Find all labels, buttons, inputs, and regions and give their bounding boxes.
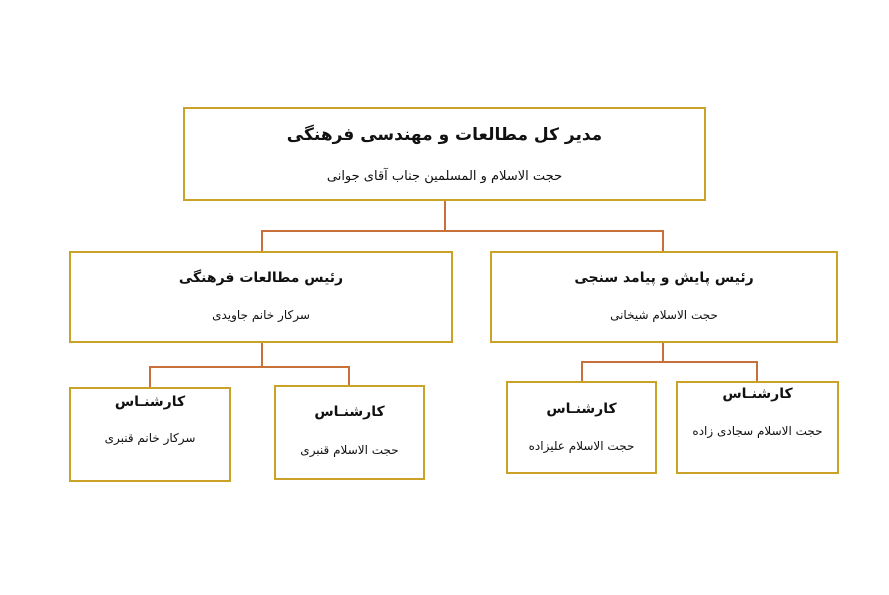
leaf-left-right-title: کارشنـاس	[314, 404, 385, 420]
left-head-node	[69, 251, 453, 343]
leaf-left-left	[69, 387, 231, 482]
leaf-right-right-subtitle: حجت الاسلام سجادی زاده	[692, 424, 823, 438]
root-title: مدیر کل مطالعات و مهندسی فرهنگی	[286, 125, 603, 145]
root-subtitle: حجت الاسلام و المسلمین جناب آقای جوانی	[326, 169, 563, 184]
leaf-left-left-title: کارشنـاس	[114, 394, 186, 410]
connector-root	[262, 200, 663, 252]
left-head-title: رئیس مطالعات فرهنگی	[178, 270, 344, 286]
right-head-subtitle: حجت الاسلام شیخانی	[610, 308, 718, 322]
leaf-left-right-subtitle: حجت الاسلام قنبری	[300, 443, 399, 457]
connector-left	[150, 342, 349, 388]
leaf-right-left-subtitle: حجت الاسلام علیزاده	[528, 439, 635, 453]
right-head-node	[490, 251, 838, 343]
right-head-title: رئیس پایش و پیامد سنجی	[574, 270, 754, 286]
leaf-left-left-subtitle: سرکار خانم قنبری	[104, 431, 196, 445]
connector-right	[582, 342, 757, 382]
leaf-right-left	[506, 381, 657, 474]
leaf-right-right	[676, 381, 839, 474]
leaf-right-left-title: کارشنـاس	[546, 401, 617, 417]
leaf-left-right	[274, 385, 425, 480]
root-node	[183, 107, 706, 201]
left-head-subtitle: سرکار خانم جاویدی	[212, 308, 310, 322]
leaf-right-right-title: کارشنـاس	[722, 386, 793, 402]
